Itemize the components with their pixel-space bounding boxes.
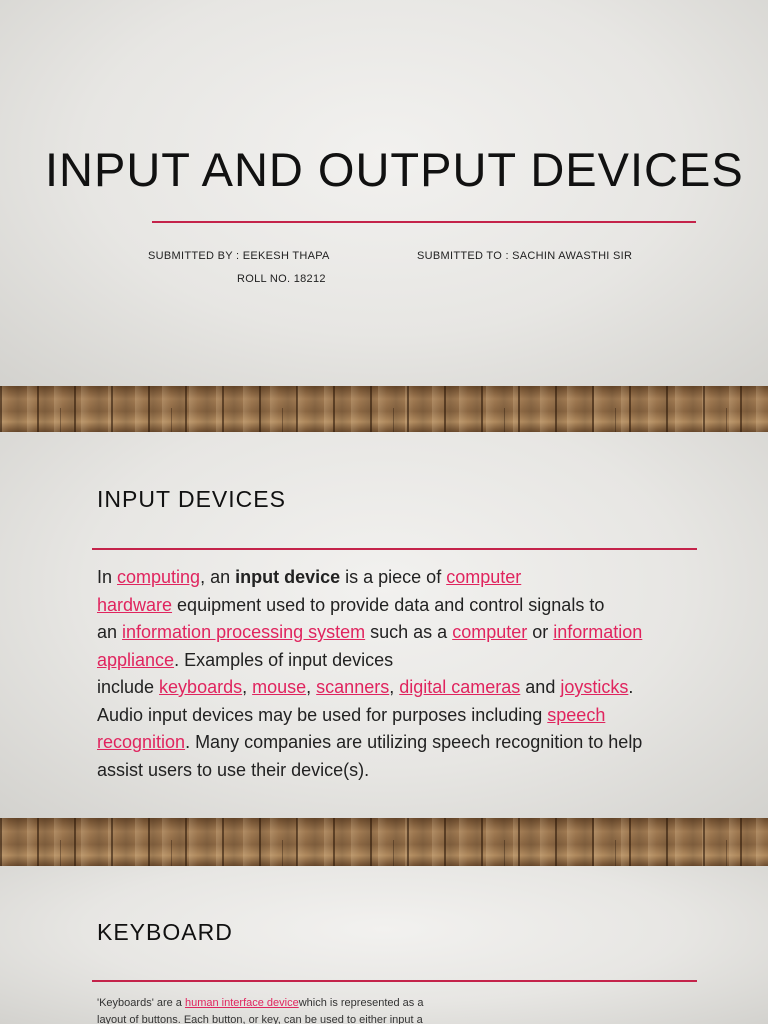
title-divider — [152, 221, 696, 223]
link-human-interface-device[interactable]: human interface device — [184, 997, 299, 1009]
link-information-processing-system[interactable]: information processing system — [122, 622, 366, 642]
link-computing[interactable]: computing — [117, 567, 201, 587]
wood-floor-divider — [0, 386, 768, 432]
heading-divider — [92, 980, 697, 982]
text: . Audio input devices may be used for purposes including — [97, 677, 634, 725]
text: . Many companies are utilizing speech recognition to help assist users to use their device(s). — [97, 732, 643, 780]
text: , — [306, 677, 317, 697]
slide-heading: KEYBOARD — [97, 919, 233, 945]
title-slide — [0, 0, 768, 386]
bold-term: input device — [235, 567, 341, 587]
link-digital-cameras[interactable]: digital cameras — [399, 677, 521, 697]
link-computer[interactable]: computer — [452, 622, 528, 642]
submitted-to: SUBMITTED TO : SACHIN AWASTHI SIR — [417, 250, 633, 262]
input-devices-slide — [0, 432, 768, 818]
keyboard-paragraph — [97, 995, 457, 1024]
link-joysticks[interactable]: joysticks — [560, 677, 629, 697]
input-device-paragraph — [97, 564, 687, 784]
text: such as a — [365, 622, 453, 642]
link-scanners[interactable]: scanners — [316, 677, 390, 697]
link-mouse[interactable]: mouse — [252, 677, 307, 697]
link-keyboards[interactable]: keyboards — [159, 677, 243, 697]
text: , — [389, 677, 400, 697]
text: 'Keyboards' are a — [97, 997, 185, 1009]
text: is a piece of — [340, 567, 447, 587]
text: In — [97, 567, 118, 587]
link-text: speech — [547, 704, 606, 725]
heading-divider — [92, 548, 697, 550]
text: , an — [200, 567, 236, 587]
link-text: appliance — [97, 649, 175, 670]
text: and — [520, 677, 561, 697]
text: , — [242, 677, 253, 697]
link-text: computer — [446, 567, 522, 587]
text: equipment used to provide data and control signals to an — [97, 594, 605, 642]
text: which is represented as a layout of buttons. Each button, or key, can be used to either input a — [97, 997, 424, 1024]
text: or — [527, 622, 554, 642]
keyboard-slide — [0, 866, 768, 1024]
text: . Examples of input devices include — [97, 649, 394, 697]
presentation-title: INPUT AND OUTPUT DEVICES — [45, 143, 744, 196]
slide-heading: INPUT DEVICES — [97, 486, 286, 512]
link-text: information — [553, 622, 643, 642]
link-text: hardware — [97, 594, 173, 615]
roll-number: ROLL NO. 18212 — [237, 273, 326, 285]
link-text: recognition — [97, 732, 186, 752]
wood-floor-divider — [0, 818, 768, 866]
submitted-by: SUBMITTED BY : EEKESH THAPA — [148, 250, 330, 262]
